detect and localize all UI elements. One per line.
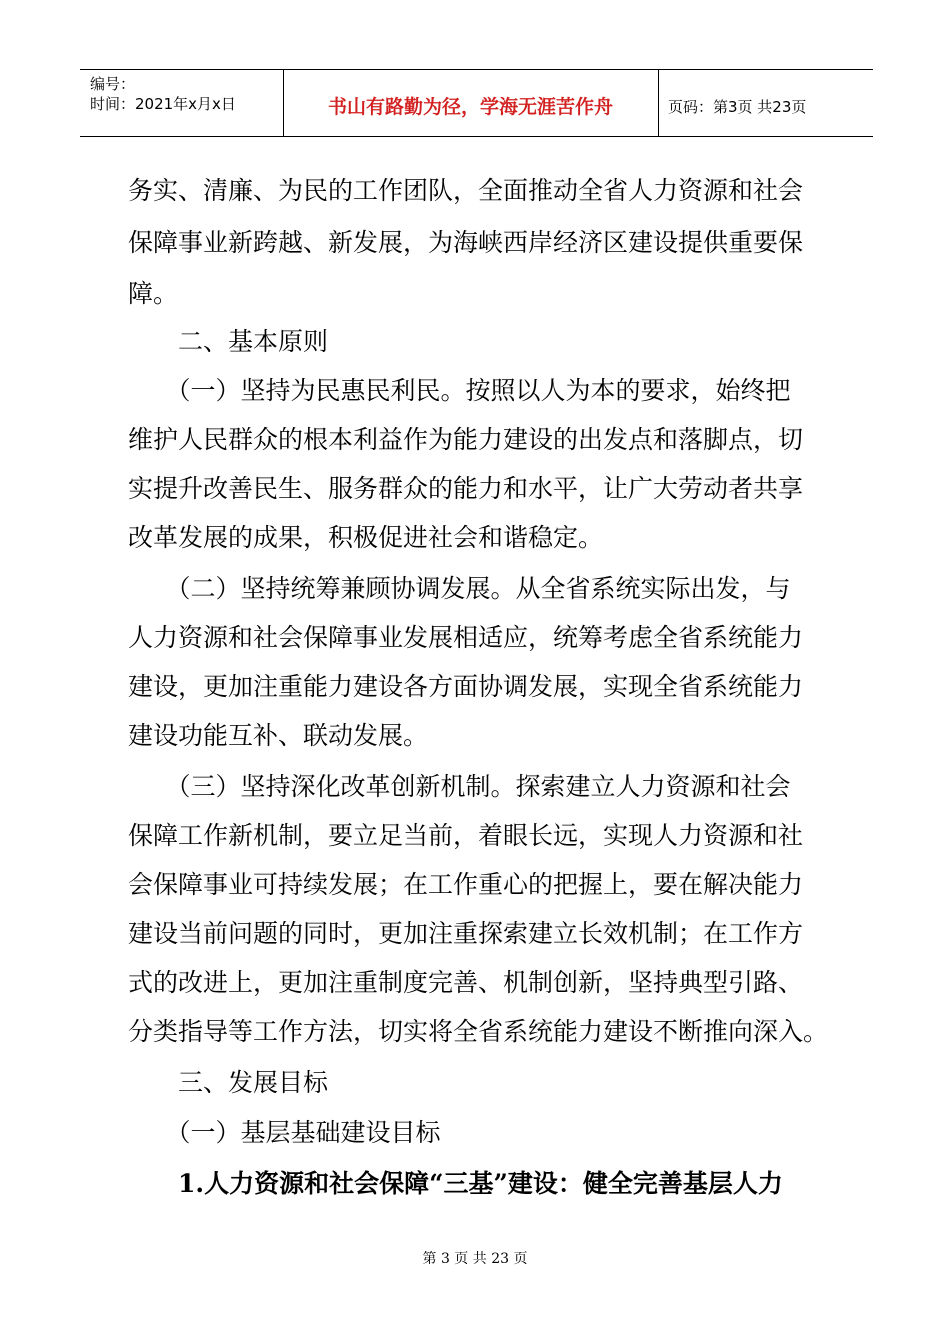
body-text-line: 建设，更加注重能力建设各方面协调发展，实现全省系统能力 — [128, 672, 804, 701]
header-page-info: 页码：第3页 共23页 — [668, 98, 807, 116]
document-number-label: 编号： — [90, 75, 136, 93]
body-text-line: 实提升改善民生、服务群众的能力和水平，让广大劳动者共享 — [128, 474, 804, 503]
header-motto: 书山有路勤为径，学海无涯苦作舟 — [327, 96, 613, 118]
header-divider — [658, 70, 659, 136]
body-text-line: 人力资源和社会保障事业发展相适应，统筹考虑全省系统能力 — [128, 623, 804, 652]
header-table — [80, 69, 873, 137]
document-time-label: 时间：2021年x月x日 — [90, 95, 236, 113]
section-heading: 二、基本原则 — [128, 327, 329, 356]
body-text-line: 建设当前问题的同时，更加注重探索建立长效机制；在工作方 — [128, 919, 804, 948]
body-text-line: 务实、清廉、为民的工作团队，全面推动全省人力资源和社会 — [128, 176, 804, 205]
body-text-line: 障。 — [128, 279, 179, 308]
body-text-line: （三）坚持深化改革创新机制。探索建立人力资源和社会 — [128, 772, 791, 801]
page-footer: 第 3 页 共 23 页 — [422, 1251, 528, 1267]
body-text-line: （二）坚持统筹兼顾协调发展。从全省系统实际出发，与 — [128, 574, 791, 603]
body-text-line: 改革发展的成果，积极促进社会和谐稳定。 — [128, 523, 604, 552]
body-text-line: 1.人力资源和社会保障“三基”建设：健全完善基层人力 — [128, 1169, 783, 1198]
body-text-line: 分类指导等工作方法，切实将全省系统能力建设不断推向深入。 — [128, 1017, 829, 1046]
body-text-line: 会保障事业可持续发展；在工作重心的把握上，要在解决能力 — [128, 870, 804, 899]
body-text-line: 维护人民群众的根本利益作为能力建设的出发点和落脚点，切 — [128, 425, 804, 454]
body-text-line: （一）坚持为民惠民利民。按照以人为本的要求，始终把 — [128, 376, 791, 405]
subsection-heading: （一）基层基础建设目标 — [128, 1118, 441, 1147]
body-text-line: 式的改进上，更加注重制度完善、机制创新，坚持典型引路、 — [128, 968, 804, 997]
section-heading: 三、发展目标 — [128, 1068, 329, 1097]
body-text-line: 建设功能互补、联动发展。 — [128, 721, 429, 750]
body-text-line: 保障事业新跨越、新发展，为海峡西岸经济区建设提供重要保 — [128, 228, 804, 257]
body-text-line: 保障工作新机制，要立足当前，着眼长远，实现人力资源和社 — [128, 821, 804, 850]
